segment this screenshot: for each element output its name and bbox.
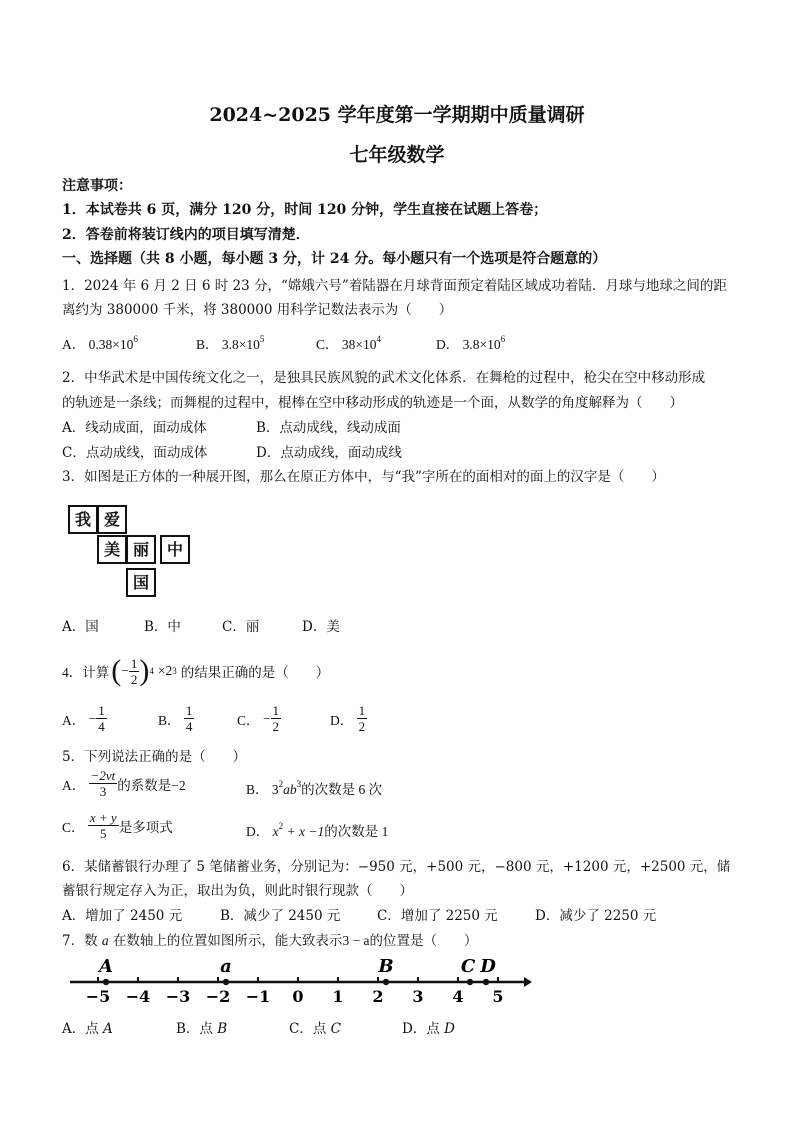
q4-option-b[interactable]: B． $\frac{1}{4}$ [158, 703, 193, 734]
q2-option-c[interactable]: C．点动成线，面动成体 [62, 445, 208, 461]
net-face: 丽 [126, 535, 156, 564]
question-3-line1: 3．如图是正方体的一种展开图，那么在原正方体中，与“我”字所在的面相对的面上的汉字是（ ） [62, 469, 665, 485]
net-face: 我 [68, 505, 98, 534]
note-item: 2．答卷前将装订线内的项目填写清楚． [62, 227, 310, 243]
point-A-dot [103, 979, 109, 985]
net-face: 国 [126, 568, 156, 597]
q2-option-d[interactable]: D．点动成线，面动成线 [256, 445, 402, 461]
q5-option-a[interactable]: A． $\frac{-2vt}{3}$ 的系数是−2 [62, 768, 186, 799]
q5-option-d[interactable]: D． $x^2 + x -1$的次数是 1 [246, 821, 389, 839]
q4-option-c[interactable]: C． − $\frac{1}{2}$ [237, 703, 280, 734]
tick-label: −1 [245, 987, 271, 1006]
tick-label: 2 [372, 987, 384, 1006]
tick-label: 0 [292, 987, 304, 1006]
q1-option-c[interactable]: C． $38\times 10^4$ [316, 334, 382, 352]
tick-label: 5 [492, 987, 504, 1006]
question-2-line1: 2．中华武术是中国传统文化之一，是独具民族风貌的武术文化体系．在舞枪的过程中，枪尖在空中移动形成 [62, 370, 706, 386]
point-A-label: A [99, 956, 113, 977]
q3-option-a[interactable]: A．国 [62, 619, 99, 635]
note-item: 1．本试卷共 6 页，满分 120 分，时间 120 分钟，学生直接在试题上答卷； [62, 202, 548, 218]
q6-option-d[interactable]: D．减少了 2250 元 [535, 908, 657, 924]
notes-heading: 注意事项： [62, 178, 132, 194]
tick-label: −5 [85, 987, 111, 1006]
tick-label: 4 [452, 987, 464, 1006]
tick-label: −4 [125, 987, 151, 1006]
exam-title: 2024~2025 学年度第一学期期中质量调研 [209, 104, 585, 126]
question-7-stem: 7．数 a 在数轴上的位置如图所示，能大致表示3 − a的位置是（ ） [62, 933, 478, 949]
q6-option-a[interactable]: A．增加了 2450 元 [62, 908, 183, 924]
q3-option-b[interactable]: B．中 [144, 619, 181, 635]
question-6-line1: 6．某储蓄银行办理了 5 笔储蓄业务，分别记为：−950 元，+500 元，−800 元，+1200 元，+2500 元，储 [62, 859, 731, 875]
q7-option-a[interactable]: A．点 A [62, 1021, 113, 1037]
question-5-stem: 5．下列说法正确的是（ ） [62, 749, 247, 765]
q1-option-b[interactable]: B． $3.8\times 10^5$ [196, 334, 265, 352]
net-face: 爱 [97, 505, 127, 534]
q1-option-a[interactable]: A． $0.38\times 10^6$ [62, 334, 138, 352]
q2-option-a[interactable]: A．线动成面，面动成体 [62, 420, 207, 436]
point-B-label: B [378, 956, 394, 977]
tick-label: 1 [332, 987, 344, 1006]
tick-label: −2 [205, 987, 231, 1006]
point-D-label: D [480, 956, 496, 977]
q7-option-d[interactable]: D．点 D [402, 1021, 455, 1037]
question-2-line2: 的轨迹是一条线；而舞棍的过程中，棍棒在空中移动形成的轨迹是一个面，从数学的角度解释为（ ） [62, 395, 683, 411]
q6-option-b[interactable]: B．减少了 2450 元 [220, 908, 341, 924]
axis-arrow [524, 977, 532, 987]
q2-option-b[interactable]: B．点动成线，线动成面 [256, 420, 401, 436]
exam-subtitle: 七年级数学 [349, 144, 445, 166]
q1-option-d[interactable]: D． $3.8\times 10^6$ [436, 334, 506, 352]
number-line-figure [62, 950, 542, 1010]
point-C-label: C [460, 956, 476, 977]
q3-option-d[interactable]: D．美 [302, 619, 340, 635]
net-face: 中 [160, 535, 190, 564]
tick-label: −3 [165, 987, 191, 1006]
point-a-dot [223, 979, 229, 985]
q5-option-b[interactable]: B． $3^2ab^3$的次数是 6 次 [246, 779, 383, 797]
point-a-label: a [220, 956, 232, 977]
section-heading: 一、选择题（共 8 小题，每小题 3 分，计 24 分。每小题只有一个选项是符合题意的） [62, 251, 607, 267]
point-C-dot [467, 979, 473, 985]
q6-option-c[interactable]: C．增加了 2250 元 [377, 908, 498, 924]
question-1-line2: 离约为 380000 千米，将 380000 用科学记数法表示为（ ） [62, 302, 453, 318]
point-B-dot [383, 979, 389, 985]
q7-option-b[interactable]: B．点 B [176, 1021, 228, 1037]
question-4-stem: 4．计算 ( − $\frac{1}{2}$ ) 4 ×2 3 的结果正确的是（ ） [62, 654, 330, 687]
tick-label: 3 [412, 987, 424, 1006]
question-6-line2: 蓄银行规定存入为正，取出为负，则此时银行现款（ ） [62, 883, 413, 899]
q5-option-c[interactable]: C． $\frac{x + y}{5}$ 是多项式 [62, 810, 173, 841]
point-D-dot [483, 979, 489, 985]
q7-option-c[interactable]: C．点 C [289, 1021, 341, 1037]
net-face: 美 [97, 535, 127, 564]
q4-option-a[interactable]: A． − $\frac{1}{4}$ [62, 703, 105, 734]
question-1-line1: 1．2024 年 6 月 2 日 6 时 23 分，“嫦娥六号”着陆器在月球背面预定着陆区域成功着陆．月球与地球之间的距 [62, 278, 727, 294]
q3-option-c[interactable]: C．丽 [222, 619, 260, 635]
q4-option-d[interactable]: D． $\frac{1}{2}$ [330, 703, 366, 734]
